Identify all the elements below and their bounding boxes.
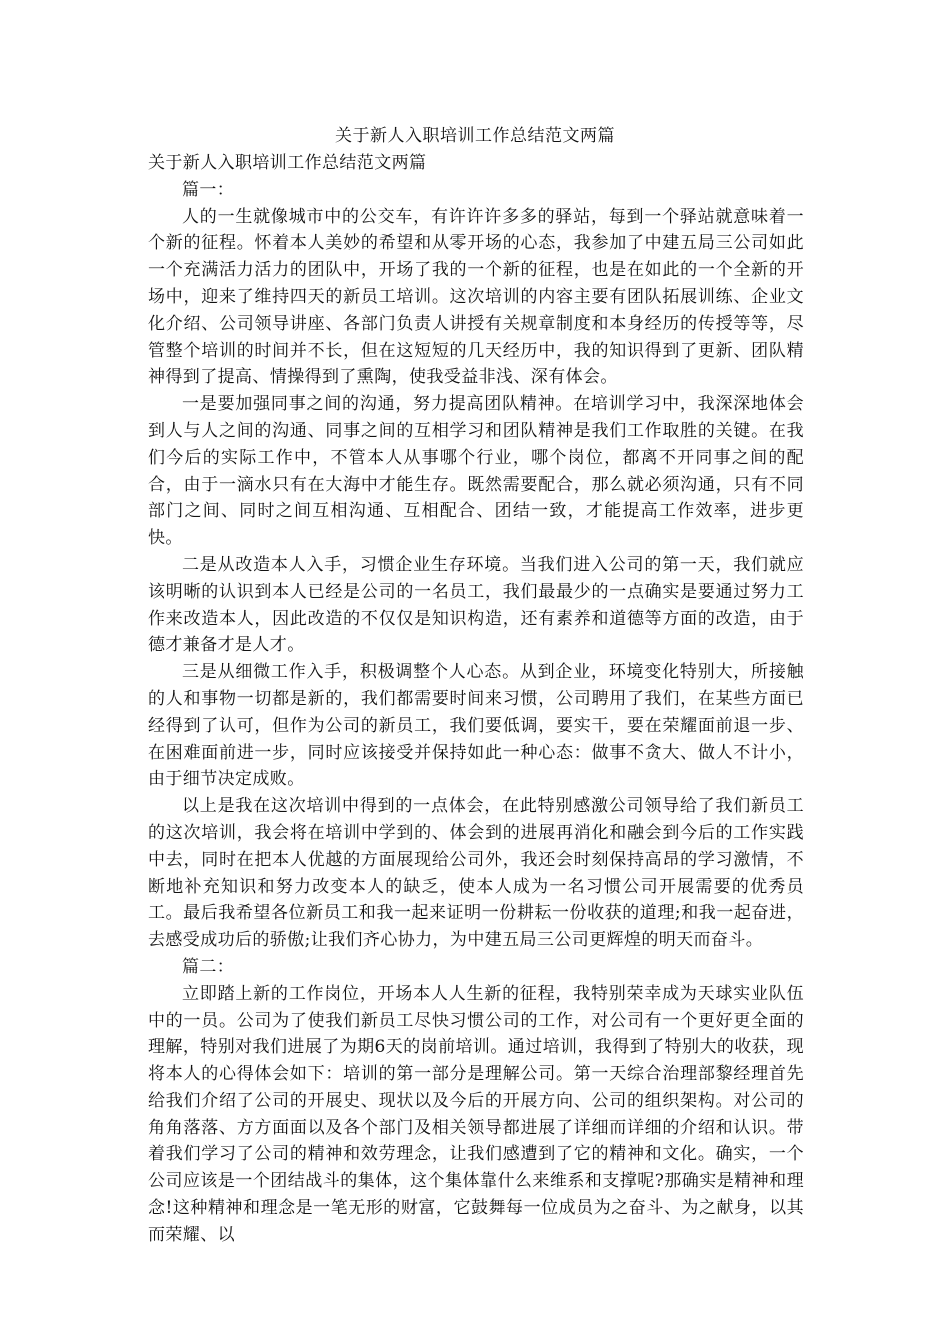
body-paragraph: 二是从改造本人入手，习惯企业生存环境。当我们进入公司的第一天，我们就应该明晰的认识到本人已经是公司的一名员工，我们最最少的一点确实是要通过努力工作来改造本人，因此改造的不仅仅是知识构造，还有素养和道德等方面的改造，由于德才兼备才是人才。: [148, 554, 804, 656]
body-paragraph: 立即踏上新的工作岗位，开场本人人生新的征程，我特别荣幸成为天球实业队伍中的一员。公司为了使我们新员工尽快习惯公司的工作，对公司有一个更好更全面的理解，特别对我们进展了为期6天的岗前培训。通过培训，我得到了特别大的收获，现将本人的心得体会如下：培训的第一部分是理解公司。第一天综合治理部黎经理首先给我们介绍了公司的开展史、现状以及今后的开展方向、公司的组织架构。对公司的角角落落、方方面面以及各个部门及相关领导都进展了详细而详细的介绍和认识。带着我们学习了公司的精神和效劳理念，让我们感遭到了它的精神和文化。确实，一个公司应该是一个团结战斗的集体，这个集体靠什么来维系和支撑呢?那确实是精神和理念!这种精神和理念是一笔无形的财富，它鼓舞每一位成员为之奋斗、为之献身，以其而荣耀、以: [148, 983, 804, 1245]
body-paragraph: 一是要加强同事之间的沟通，努力提高团队精神。在培训学习中，我深深地体会到人与人之间的沟通、同事之间的互相学习和团队精神是我们工作取胜的关键。在我们今后的实际工作中，不管本人从事哪个行业，哪个岗位，都离不开同事之间的配合，由于一滴水只有在大海中才能生存。既然需要配合，那么就必须沟通，只有不同部门之间、同时之间互相沟通、互相配合、团结一致，才能提高工作效率，进步更快。: [148, 394, 804, 549]
part-one-label: 篇一：: [182, 179, 235, 200]
document-body: [148, 150, 804, 1249]
document-heading: 关于新人入职培训工作总结范文两篇: [148, 153, 427, 173]
document-title: 关于新人入职培训工作总结范文两篇: [335, 126, 615, 146]
body-paragraph: 三是从细微工作入手，积极调整个人心态。从到企业，环境变化特别大，所接触的人和事物一切都是新的，我们都需要时间来习惯，公司聘用了我们，在某些方面已经得到了认可，但作为公司的新员工，我们要低调，要实干，要在荣耀面前退一步、在困难面前进一步，同时应该接受并保持如此一种心态：做事不贪大、做人不计小，由于细节决定成败。: [148, 662, 804, 790]
part-two-label: 篇二：: [182, 956, 235, 977]
body-paragraph: 人的一生就像城市中的公交车，有许许许多多的驿站，每到一个驿站就意味着一个新的征程。怀着本人美妙的希望和从零开场的心态，我参加了中建五局三公司如此一个充满活力活力的团队中，开场了我的一个新的征程，也是在如此的一个全新的开场中，迎来了维持四天的新员工培训。这次培训的内容主要有团队拓展训练、企业文化介绍、公司领导讲座、各部门负责人讲授有关规章制度和本身经历的传授等等，尽管整个培训的时间并不长，但在这短短的几天经历中，我的知识得到了更新、团队精神得到了提高、情操得到了熏陶，使我受益非浅、深有体会。: [148, 206, 804, 388]
body-paragraph: 以上是我在这次培训中得到的一点体会，在此特别感激公司领导给了我们新员工的这次培训，我会将在培训中学到的、体会到的进展再消化和融会到今后的工作实践中去，同时在把本人优越的方面展现给公司外，我还会时刻保持高昂的学习激情，不断地补充知识和努力改变本人的缺乏，使本人成为一名习惯公司开展需要的优秀员工。最后我希望各位新员工和我一起来证明一份耕耘一份收获的道理;和我一起奋进，去感受成功后的骄傲;让我们齐心协力，为中建五局三公司更辉煌的明天而奋斗。: [148, 796, 804, 951]
